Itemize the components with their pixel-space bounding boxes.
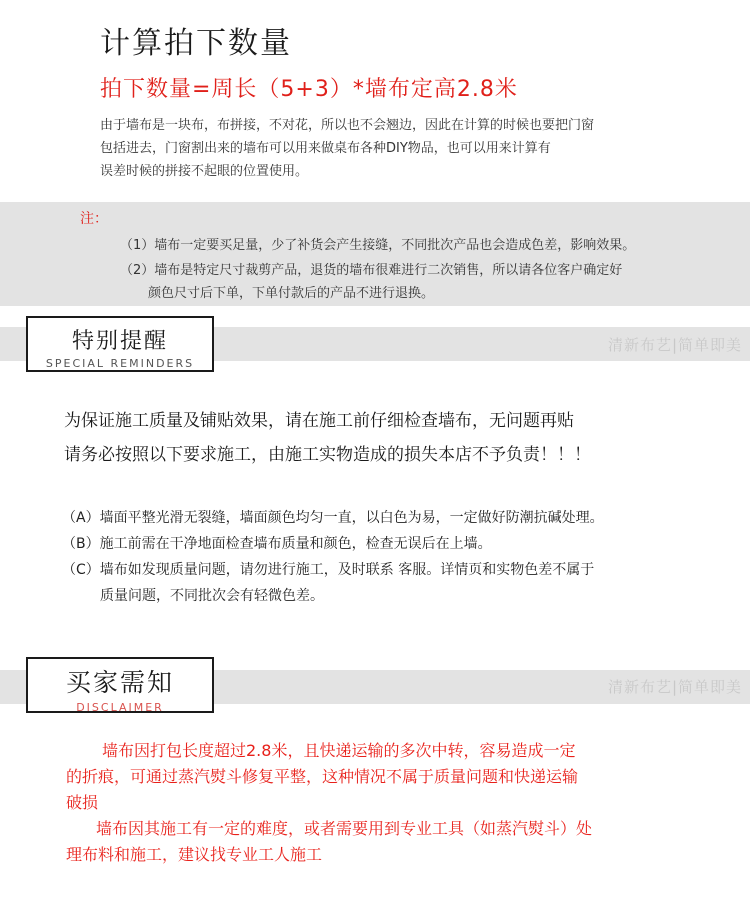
section-title-cn: 特别提醒 xyxy=(71,329,168,354)
section-header-disclaimer xyxy=(26,657,214,713)
slogan-text: 清新布艺|简单即美 xyxy=(607,678,742,696)
warning-line: 请务必按照以下要求施工，由施工实物造成的损失本店不予负责！！！ xyxy=(64,445,591,465)
disclaimer-text xyxy=(66,738,706,868)
disclaimer-line: 理布料和施工，建议找专业工人施工 xyxy=(66,845,323,864)
page-title: 计算拍下数量 xyxy=(100,26,292,61)
slogan-text: 清新布艺|简单即美 xyxy=(607,336,742,354)
intro-paragraph xyxy=(100,114,660,183)
requirement-b: （B）施工前需在干净地面检查墙布质量和颜色，检查无误后在上墙。 xyxy=(62,536,492,552)
section-title-en: DISCLAIMER xyxy=(76,701,164,714)
intro-line: 由于墙布是一块布，布拼接，不对花，所以也不会翘边，因此在计算的时候也要把门窗 xyxy=(100,118,595,133)
intro-line: 误差时候的拼接不起眼的位置使用。 xyxy=(100,164,309,179)
section-title-cn: 买家需知 xyxy=(65,668,174,697)
disclaimer-line: 破损 xyxy=(66,793,99,812)
section-title-en: SPECIAL REMINDERS xyxy=(45,357,195,370)
requirement-c: （C）墙布如发现质量问题，请勿进行施工，及时联系 客服。详情页和实物色差不属于 xyxy=(62,562,595,578)
note-item-2-line2: 颜色尺寸后下单，下单付款后的产品不进行退换。 xyxy=(148,286,435,301)
disclaimer-line: 墙布因打包长度超过2.8米，且快递运输的多次中转，容易造成一定 xyxy=(102,741,576,760)
section-header-special xyxy=(26,316,214,372)
disclaimer-line: 的折痕，可通过蒸汽熨斗修复平整，这种情况不属于质量问题和快递运输 xyxy=(66,767,579,786)
note-item-2-line1: （2）墙布是特定尺寸裁剪产品，退货的墙布很难进行二次销售，所以请各位客户确定好 xyxy=(120,263,623,278)
note-item-2 xyxy=(120,259,680,305)
special-warning xyxy=(64,404,704,472)
requirement-c-cont: 质量问题，不同批次会有轻微色差。 xyxy=(100,588,324,604)
note-item-1: （1）墙布一定要买足量，少了补货会产生接缝，不同批次产品也会造成色差，影响效果。 xyxy=(120,238,636,253)
requirements-list xyxy=(62,505,702,609)
intro-line: 包括进去，门窗割出来的墙布可以用来做桌布各种DIY物品，也可以用来计算有 xyxy=(100,141,551,156)
note-label: 注： xyxy=(80,211,108,227)
warning-line: 为保证施工质量及铺贴效果，请在施工前仔细检查墙布，无问题再贴 xyxy=(64,411,574,431)
requirement-a: （A）墙面平整光滑无裂缝，墙面颜色均匀一直，以白色为易，一定做好防潮抗碱处理。 xyxy=(62,510,604,526)
quantity-formula: 拍下数量=周长（5+3）*墙布定高2.8米 xyxy=(100,77,518,102)
disclaimer-line: 墙布因其施工有一定的难度，或者需要用到专业工具（如蒸汽熨斗）处 xyxy=(96,819,593,838)
